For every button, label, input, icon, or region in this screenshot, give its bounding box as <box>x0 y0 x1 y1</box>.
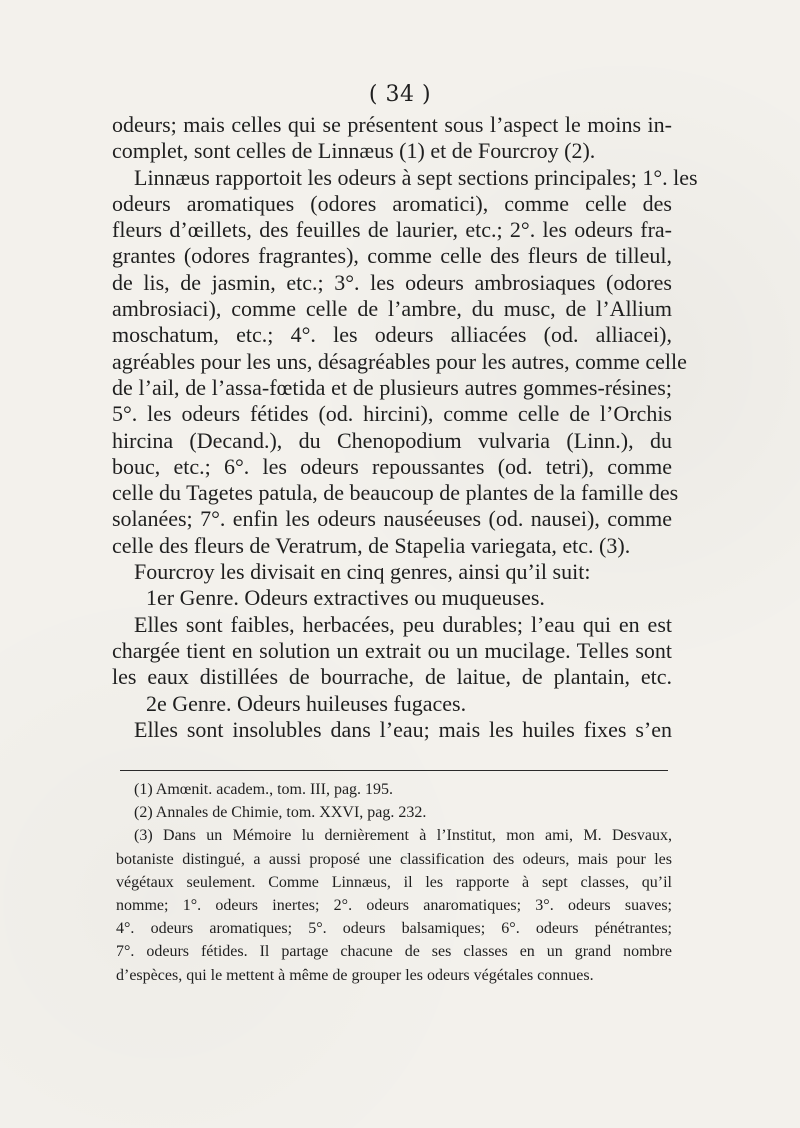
footnote-line: nomme; 1°. odeurs inertes; 2°. odeurs anaromatiques; 3°. odeurs suaves; <box>116 896 672 914</box>
body-line: odeurs aromatiques (odores aromatici), comme celle des <box>112 190 672 216</box>
body-line: ambrosiaci), comme celle de l’ambre, du musc, de l’Allium <box>112 296 672 322</box>
footnote-line: (2) Annales de Chimie, tom. XXVI, pag. 232. <box>134 804 427 822</box>
footnote-separator <box>120 770 668 771</box>
body-line: agréables pour les uns, désagréables pour les autres, comme celle <box>112 348 687 374</box>
footnote-line: (3) Dans un Mémoire lu dernièrement à l’Institut, mon ami, M. Desvaux, <box>134 827 672 845</box>
body-line: hircina (Decand.), du Chenopodium vulvaria (Linn.), du <box>112 427 672 453</box>
body-text <box>112 112 698 743</box>
footnote-line: d’espèces, qui le mettent à même de grouper les odeurs végétales connues. <box>116 966 594 984</box>
footnote-line: 4°. odeurs aromatiques; 5°. odeurs balsamiques; 6°. odeurs pénétrantes; <box>116 920 672 938</box>
body-line: 5°. les odeurs fétides (od. hircini), comme celle de l’Orchis <box>112 401 672 427</box>
body-line: 2e Genre. Odeurs huileuses fugaces. <box>146 690 467 716</box>
body-line: Elles sont insolubles dans l’eau; mais les huiles fixes s’en <box>134 716 672 742</box>
body-line: de l’ail, de l’assa-fœtida et de plusieurs autres gommes-résines; <box>112 374 672 400</box>
body-line: de lis, de jasmin, etc.; 3°. les odeurs ambrosiaques (odores <box>112 269 672 295</box>
body-line: les eaux distillées de bourrache, de laitue, de plantain, etc. <box>112 664 672 690</box>
footnotes <box>116 770 672 987</box>
body-line: 1er Genre. Odeurs extractives ou muqueuses. <box>146 585 545 611</box>
body-line: moschatum, etc.; 4°. les odeurs alliacées (od. alliacei), <box>112 322 672 348</box>
body-line: grantes (odores fragrantes), comme celle des fleurs de tilleul, <box>112 243 672 269</box>
footnote-line: (1) Amœnit. academ., tom. III, pag. 195. <box>134 781 394 798</box>
footnote-line: végétaux seulement. Comme Linnæus, il les rapporte à sept classes, qu’il <box>116 873 672 891</box>
body-line: chargée tient en solution un extrait ou un mucilage. Telles sont <box>112 637 672 663</box>
body-line: celle des fleurs de Veratrum, de Stapelia variegata, etc. (3). <box>112 532 631 558</box>
body-line: odeurs; mais celles qui se présentent sous l’aspect le moins in- <box>112 112 672 137</box>
body-line: Linnæus rapportoit les odeurs à sept sections principales; 1°. les <box>134 164 698 190</box>
footnote-line: 7°. odeurs fétides. Il partage chacune de ses classes en un grand nombre <box>116 943 672 961</box>
body-line: Elles sont faibles, herbacées, peu durables; l’eau qui en est <box>134 611 672 637</box>
footnote-line: botaniste distingué, a aussi proposé une classification des odeurs, mais pour les <box>116 850 672 868</box>
body-line: bouc, etc.; 6°. les odeurs repoussantes (od. tetri), comme <box>112 453 672 479</box>
body-line: complet, sont celles de Linnæus (1) et de Fourcroy (2). <box>112 138 596 164</box>
body-line: Fourcroy les divisait en cinq genres, ainsi qu’il suit: <box>134 559 591 585</box>
body-line: celle du Tagetes patula, de beaucoup de plantes de la famille des <box>112 480 679 506</box>
page-number: ( 34 ) <box>368 82 432 107</box>
body-line: fleurs d’œillets, des feuilles de laurier, etc.; 2°. les odeurs fra- <box>112 217 672 243</box>
body-line: solanées; 7°. enfin les odeurs nauséeuses (od. nausei), comme <box>112 506 672 532</box>
